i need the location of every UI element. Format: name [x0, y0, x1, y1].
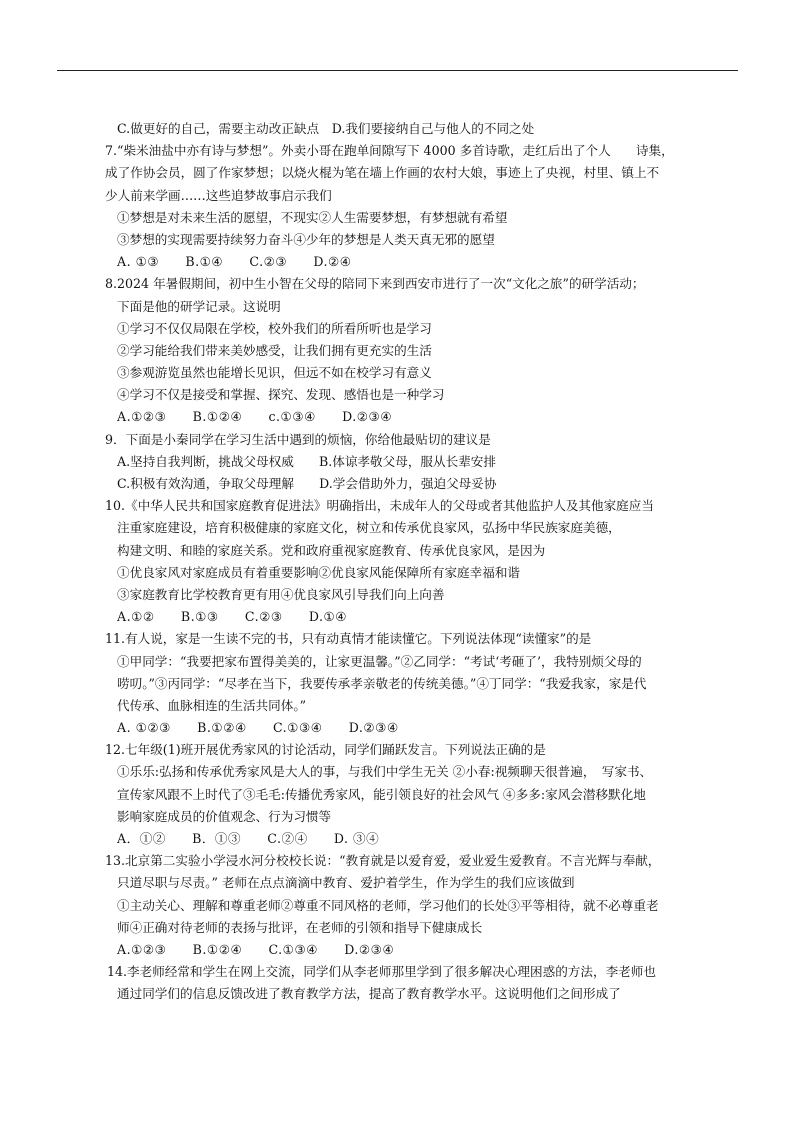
- text-line: 通过同学们的信息反馈改进了教育教学方法，提高了教育教学水平。这说明他们之间形成了: [117, 986, 621, 1002]
- text-line: C.做更好的自己，需要主动改正缺点 D.我们要接纳自己与他人的不同之处: [117, 121, 535, 136]
- text-line: 少人前来学画……这些追梦故事启示我们: [105, 187, 332, 203]
- text-line: A.坚持自我判断，挑战父母权威 B.体谅孝敬父母，服从长辈安排: [117, 453, 496, 469]
- text-line: 9．下面是小秦同学在学习生活中遇到的烦恼，你给他最贴切的建议是: [105, 431, 491, 447]
- text-line: 唠叨。”③丙同学：“尽孝在当下，我要传承孝亲敬老的传统美德。”④丁同学：“我爱我家，家是代: [117, 675, 647, 691]
- text-line: 注重家庭建设，培育积极健康的家庭文化，树立和传承优良家风，弘扬中华民族家庭美德，: [117, 520, 621, 536]
- text-line: 8.2024 年暑假期间，初中生小智在父母的陪同下来到西安市进行了一次“文化之旅”的研学活动；: [105, 276, 645, 292]
- text-line: 13.北京第二实验小学浸水河分校校长说：“教育就是以爱育爱，爱业爱生爱教育。不言光辉与奉献，: [105, 853, 661, 869]
- text-line: ①甲同学：“我要把家布置得美美的，让家更温馨。”②乙同学：“考试‘考砸了’，我特别烦父母的: [117, 653, 642, 669]
- text-line: A．①② B．①③ C.②④ D. ③④: [117, 831, 380, 846]
- text-line: 10.《中华人民共和国家庭教育促进法》明确指出，未成年人的父母或者其他监护人及其他家庭应当: [105, 498, 654, 514]
- text-line: 14.李老师经常和学生在网上交流，同学们从李老师那里学到了很多解决心理困惑的方法，李老师也: [107, 964, 656, 980]
- text-line: ③参观游览虽然也能增长见识，但远不如在校学习有意义: [117, 365, 432, 381]
- text-line: 影响家庭成员的价值观念、行为习惯等: [117, 808, 332, 824]
- text-line: ①主动关心、理解和尊重老师②尊重不同风格的老师，学习他们的长处③平等相待，就不必尊重老: [117, 897, 659, 913]
- header-rule: [57, 70, 738, 71]
- text-line: A.①②③ B.①②④ C.①③④ D.②③④: [117, 941, 395, 957]
- text-line: 宣传家风跟不上时代了③毛毛:传播优秀家风，能引领良好的社会风气 ④多多:家风会潜移默化地: [117, 786, 646, 802]
- text-line: ②学习能给我们带来美妙感受，让我们拥有更充实的生活: [117, 342, 432, 358]
- text-line: 代传承、血脉相连的生活共同体。”: [117, 697, 307, 713]
- text-line: ③梦想的实现需要持续努力奋斗④少年的梦想是人类天真无邪的愿望: [117, 231, 495, 247]
- text-line: 构建文明、和睦的家庭关系。党和政府重视家庭教育、传承优良家风，是因为: [117, 542, 546, 558]
- text-line: 师④正确对待老师的表扬与批评，在老师的引领和指导下健康成长: [117, 919, 483, 935]
- text-line: ③家庭教育比学校教育更有用④优良家风引导我们向上向善: [117, 586, 445, 602]
- text-line: A.①②③ B.①②④ c.①③④ D.②③④: [117, 409, 393, 425]
- text-line: ①学习不仅仅局限在学校，校外我们的所看所听也是学习: [117, 320, 432, 336]
- text-line: ①优良家风对家庭成员有着重要影响②优良家风能保障所有家庭幸福和谐: [117, 564, 520, 580]
- text-line: 7.“柴米油盐中亦有诗与梦想”。外卖小哥在跑单间隙写下 4000 多首诗歌，走红后出了个人 诗集，: [105, 143, 674, 159]
- text-line: C.积极有效沟通，争取父母理解 D.学会借助外力，强迫父母妥协: [117, 476, 497, 491]
- text-line: ①梦想是对未来生活的愿望，不现实②人生需要梦想，有梦想就有希望: [117, 209, 508, 225]
- text-line: A. ①③ B.①④ C.②③ D.②④: [117, 254, 352, 270]
- text-line: ①乐乐:弘扬和传承优秀家风是大人的事，与我们中学生无关 ②小春:视频聊天很普遍， 写家书、: [117, 764, 653, 780]
- text-line: A.①② B.①③ C.②③ D.①④: [117, 609, 348, 625]
- text-line: 成了作协会员，圆了作家梦想；以烧火棍为笔在墙上作画的农村大娘，事迹上了央视，村里、镇上不: [105, 165, 660, 181]
- text-line: 只道尽职与尽责。” 老师在点点滴滴中教育、爱护着学生，作为学生的我们应该做到: [117, 875, 575, 891]
- text-line: ④学习不仅是接受和掌握、探究、发现、感悟也是一种学习: [117, 387, 445, 403]
- exam-question-text: [105, 118, 707, 1006]
- text-line: A. ①②③ B.①②④ C.①③④ D.②③④: [117, 720, 399, 736]
- text-line: 下面是他的研学记录。这说明: [117, 298, 281, 314]
- text-line: 11.有人说，家是一生读不完的书，只有动真情才能读懂它。下列说法体现“读懂家”的是: [105, 631, 592, 647]
- text-line: 12.七年级(1)班开展优秀家风的讨论活动，同学们踊跃发言。下列说法正确的是: [105, 742, 546, 758]
